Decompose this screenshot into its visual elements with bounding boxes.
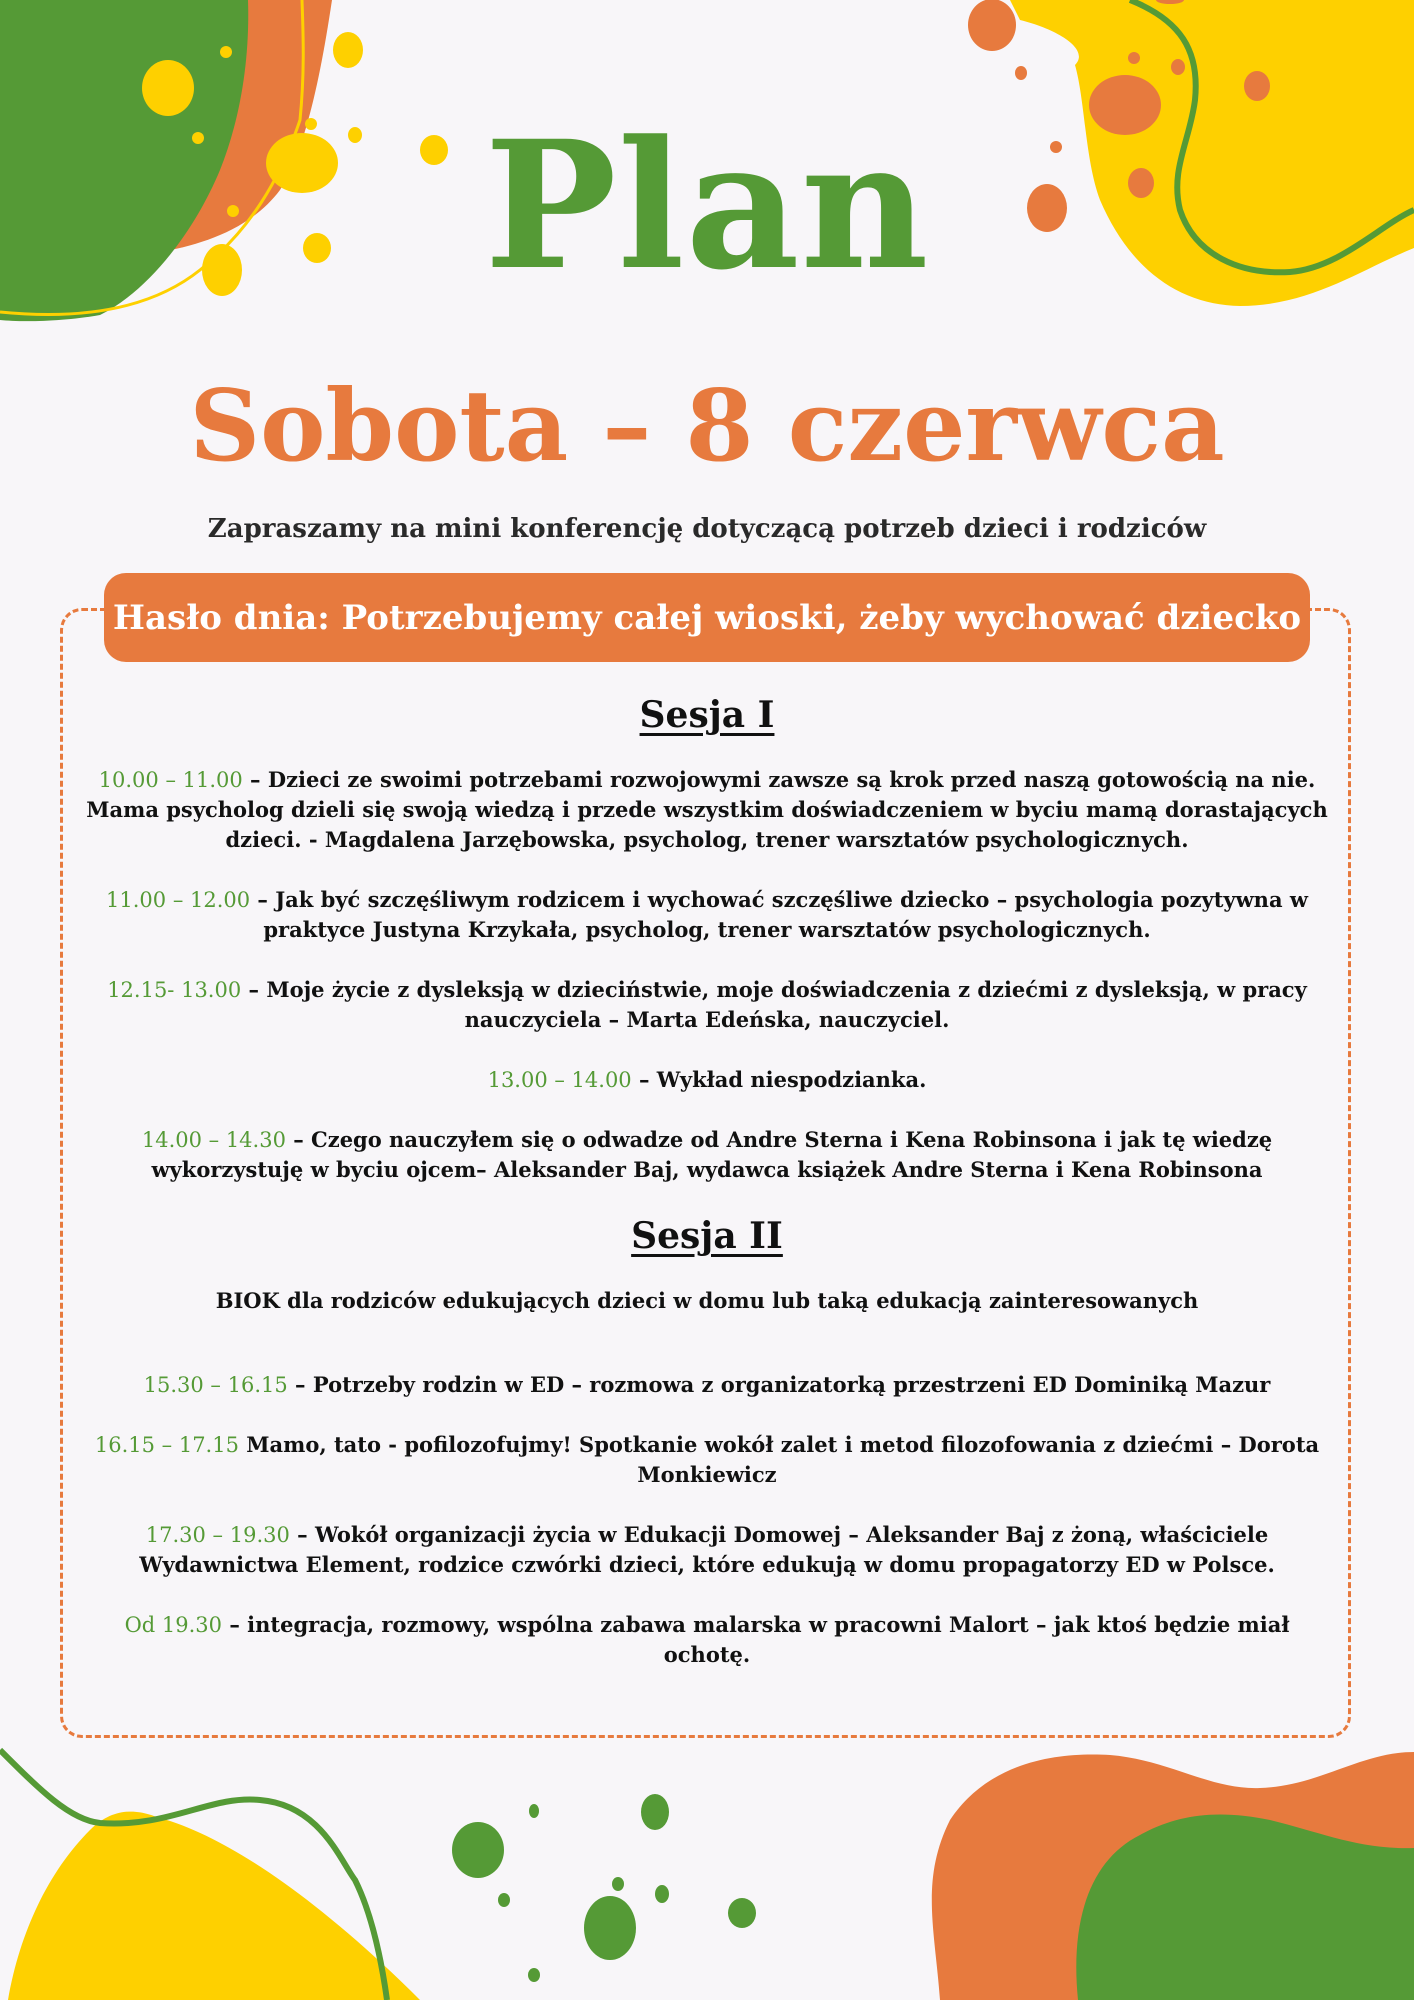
schedule-item (80, 1370, 1334, 1400)
green-blob-bottom-right (1076, 1815, 1414, 2000)
intro-text: Zapraszamy na mini konferencję dotyczącą potrzeb dzieci i rodziców (207, 514, 1207, 544)
item-description: – Czego nauczyłem się o odwadze od Andre Sterna i Kena Robinsona i jak tę wiedzę wykorzystuję w byciu ojcem– Aleksander Baj, wydawca książek Andre Sterna i Kena Robinsona (151, 1127, 1273, 1183)
time-range: 11.00 – 12.00 (106, 888, 251, 913)
time-range: 10.00 – 11.00 (98, 768, 243, 793)
session-note: BIOK dla rodziców edukujących dzieci w domu lub taką edukacją zainteresowanych (215, 1288, 1199, 1314)
green-line-bottom-left (0, 1750, 387, 2000)
page-title: Plan (484, 102, 930, 309)
time-range: 13.00 – 14.00 (487, 1068, 632, 1093)
time-range: 17.30 – 19.30 (145, 1522, 290, 1547)
schedule-item (80, 1065, 1334, 1095)
session-title: Sesja I (639, 694, 775, 736)
item-description: – Wykład niespodzianka. (631, 1067, 927, 1093)
time-range: Od 19.30 (124, 1612, 223, 1637)
item-description: – integracja, rozmowy, wspólna zabawa malarska w pracowni Malort – jak ktoś będzie miał ochotę. (222, 1611, 1290, 1667)
motto-banner (104, 573, 1310, 662)
session-2 (80, 1215, 1334, 1670)
yellow-blob-bottom-left (8, 1812, 420, 2000)
time-range: 12.15- 13.00 (107, 978, 242, 1003)
schedule-item (80, 1610, 1334, 1670)
schedule-item (80, 1125, 1334, 1185)
schedule-item (80, 765, 1334, 855)
schedule-item (80, 885, 1334, 945)
time-range: 16.15 – 17.15 (94, 1432, 239, 1457)
schedule-item (80, 1520, 1334, 1580)
item-description: – Jak być szczęśliwym rodzicem i wychować szczęśliwe dziecko – psychologia pozytywna w praktyce Justyna Krzykała, psycholog, trener warsztatów psychologicznych. (250, 887, 1308, 943)
session-1 (80, 694, 1334, 1185)
item-description: Mamo, tato - pofilozofujmy! Spotkanie wokół zalet i metod filozofowania z dziećmi – Dorota Monkiewicz (238, 1431, 1320, 1487)
time-range: 15.30 – 16.15 (143, 1372, 288, 1397)
date-subtitle: Sobota – 8 czerwca (189, 369, 1225, 484)
green-dots-bottom-left (452, 1794, 756, 1982)
schedule-item (80, 1430, 1334, 1490)
item-description: – Potrzeby rodzin w ED – rozmowa z organizatorką przestrzeni ED Dominiką Mazur (287, 1371, 1271, 1397)
schedule-item (80, 975, 1334, 1035)
item-description: – Wokół organizacji życia w Edukacji Domowej – Aleksander Baj z żoną, właściciele Wydawnictwa Element, rodzice czwórki dzieci, które edukują w domu propagatorzy ED w Polsce. (139, 1521, 1275, 1577)
session-title: Sesja II (631, 1215, 783, 1258)
item-description: – Moje życie z dysleksją w dzieciństwie, moje doświadczenia z dziećmi z dysleksją, w pracy nauczyciela – Marta Edeńska, nauczyciel. (241, 977, 1307, 1033)
time-range: 14.00 – 14.30 (141, 1128, 286, 1153)
item-description: – Dzieci ze swoimi potrzebami rozwojowymi zawsze są krok przed naszą gotowością na nie. Mama psycholog dzieli się swoją wiedzą i przede wszystkim doświadczeniem w byciu mamą dorastających dzieci. - Magdalena Jarzębowska, psycholog, trener warsztatów psychologicznych. (86, 767, 1328, 853)
motto-text: Hasło dnia: Potrzebujemy całej wioski, żeby wychować dziecko (112, 597, 1302, 638)
schedule-content (80, 694, 1334, 1700)
orange-blob-bottom-right (932, 1752, 1414, 2000)
